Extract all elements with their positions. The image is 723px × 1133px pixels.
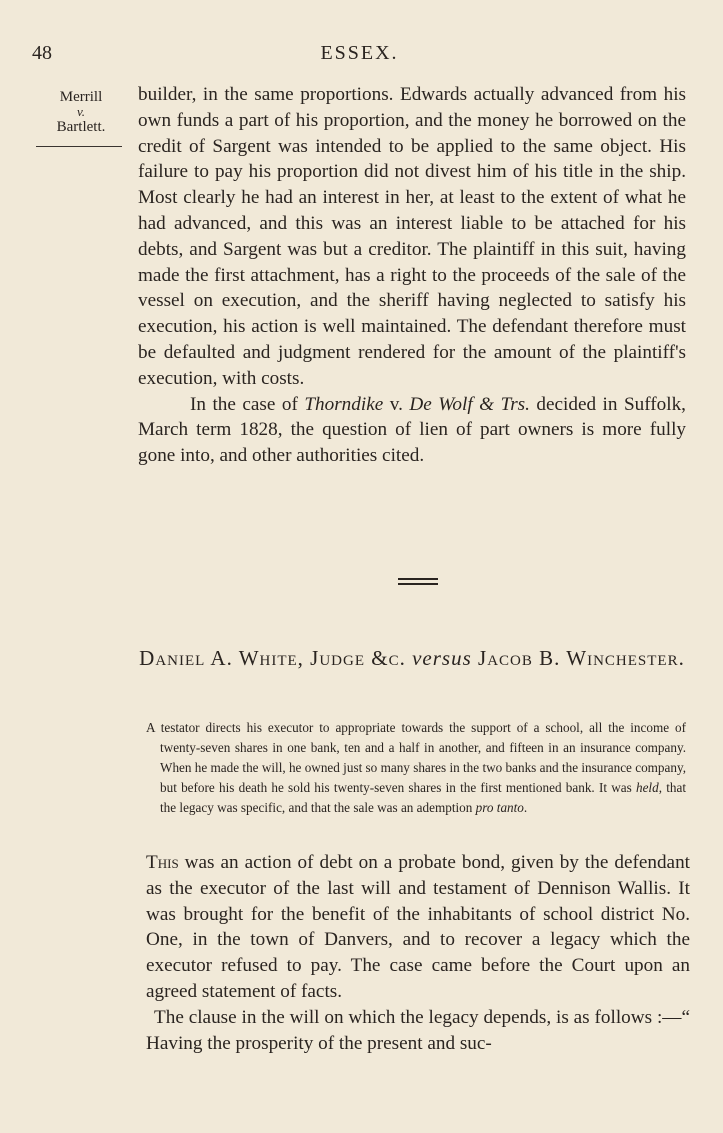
note-paragraph: In the case of Thorndike v. De Wolf & Trs. decided in Suffolk, March term 1828, the question of lien of part owners is more fully gone into, and other authorities cited.: [138, 393, 686, 467]
opinion-paragraph-1: This was an action of debt on a probate bond, given by the defendant as the executor of the last will and testament of Dennison Wallis. It was brought for the benefit of the inhabitants of school district No. One, in the town of Danvers, and to recover a legacy which the executor refused to pay. The case came before the Court upon an agreed statement of facts.: [146, 852, 690, 1002]
syllabus: [146, 718, 686, 818]
section-divider: [398, 578, 438, 588]
continued-opinion: [138, 82, 686, 469]
running-head: ESSEX.: [320, 42, 399, 64]
margin-rule: [36, 146, 122, 147]
syllabus-held: held: [635, 780, 659, 795]
margin-versus: v.: [76, 104, 86, 119]
case-name-b: De Wolf & Trs.: [409, 393, 530, 415]
opinion-paragraph-2: The clause in the will on which the legacy depends, is as follows :—“ Having the prosperity of the present and suc-: [146, 1006, 690, 1054]
case-defendant: Jacob B. Winchester.: [478, 646, 685, 670]
margin-defendant: Bartlett.: [56, 119, 106, 135]
continued-paragraph: builder, in the same proportions. Edwards actually advanced from his own funds a part of his proportion, and the money he borrowed on the credit of Sargent was intended to be applied to the same object. His failure to pay his proportion did not divest him of his title in the ship. Most clearly he had an interest in her, at least to the extent of what he had advanced, and this was an interest liable to be attached for his debts, and Sargent was but a creditor. The plaintiff in this suit, having made the first attachment, has a right to the proceeds of the sale of the vessel on execution, and the sheriff having neglected to satisfy his execution, his action is well maintained. The defendant therefore must be defaulted and judgment rendered for the amount of the plaintiff's execution, with costs.: [138, 84, 686, 389]
case-plaintiff: Daniel A. White, Judge &c.: [139, 646, 406, 670]
margin-case-citation: [36, 88, 126, 136]
case-versus: versus: [412, 646, 472, 670]
case-title: [138, 644, 686, 672]
syllabus-pro-tanto: pro tanto: [475, 800, 524, 815]
page-number: 48: [32, 42, 52, 64]
page-header: [32, 42, 687, 72]
syllabus-paragraph: A testator directs his executor to appropriate towards the support of a school, all the income of twenty-seven shares in one bank, ten and a half in another, and fifteen in an insurance company. When he made the will, he owned just so many shares in the two banks and the insurance company, but before his death he sold his twenty-seven shares in the first mentioned bank. It was held, that the legacy was specific, and that the sale was an ademption pro tanto.: [146, 720, 686, 815]
margin-plaintiff: Merrill: [59, 89, 103, 105]
opinion-text: [146, 850, 690, 1056]
opinion-first-word: This: [146, 852, 179, 873]
case-name-a: Thorndike: [304, 393, 384, 415]
